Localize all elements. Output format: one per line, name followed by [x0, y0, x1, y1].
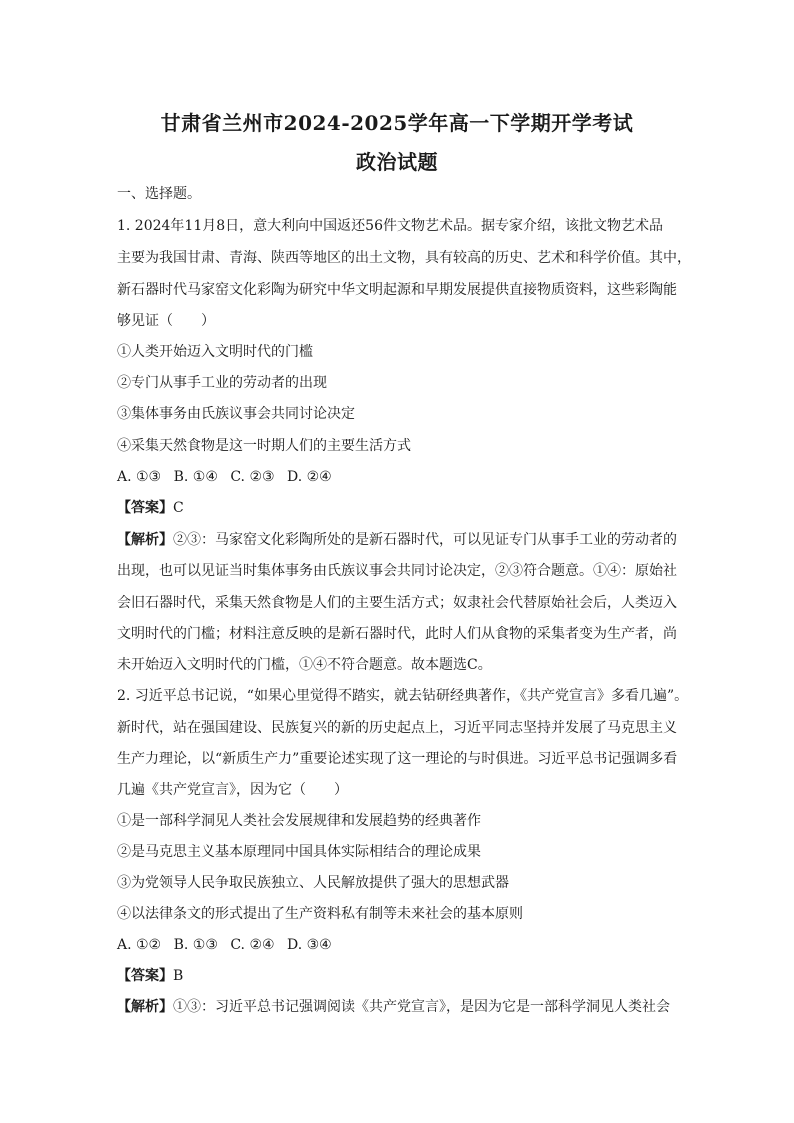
q1-stem-line: 主要为我国甘肃、青海、陕西等地区的出土文物，具有较高的历史、艺术和科学价值。其中， [117, 250, 691, 266]
q2-answer [117, 966, 677, 986]
q1-answer-value: C [173, 500, 184, 516]
q1-analysis-line: 文明时代的门槛；材料注意反映的是新石器时代，此时人们从食物的采集者变为生产者，尚 [117, 626, 677, 642]
q1-choice-a: A. ①③ [117, 469, 162, 485]
q2-stem-line: 几遍《共产党宣言》，因为它（ ） [117, 782, 348, 798]
q1-choice-c: C. ②③ [230, 469, 275, 485]
q2-choice-c: C. ②④ [230, 937, 275, 953]
q2-choice-d: D. ③④ [287, 937, 332, 953]
q1-analysis-tag: 【解析】 [117, 532, 173, 548]
q1-item: ②专门从事手工业的劳动者的出现 [117, 375, 327, 391]
q2-choice-a: A. ①② [117, 937, 162, 953]
q1-analysis-line: 【解析】②③：马家窑文化彩陶所处的是新石器时代，可以见证专门从事手工业的劳动者的 [117, 532, 677, 548]
q2-choice-b: B. ①③ [173, 937, 218, 953]
q2-analysis-tag: 【解析】 [117, 999, 173, 1015]
q1-item: ③集体事务由氏族议事会共同讨论决定 [117, 406, 355, 422]
q1-analysis-line: 未开始迈入文明时代的门槛，①④不符合题意。故本题选C。 [117, 657, 492, 673]
q2-item: ④以法律条文的形式提出了生产资料私有制等未来社会的基本原则 [117, 906, 523, 922]
q2-stem-line: 生产力理论，以“新质生产力”重要论述实现了这一理论的与时俱进。习近平总书记强调多看 [117, 751, 678, 767]
q2-stem-line: 2. 习近平总书记说，“如果心里觉得不踏实，就去钻研经典著作，《共产党宣言》多看几遍”。 [117, 688, 689, 704]
q2-item: ②是马克思主义基本原理同中国具体实际相结合的理论成果 [117, 844, 481, 860]
q1-item: ④采集天然食物是这一时期人们的主要生活方式 [117, 438, 411, 454]
q2-answer-tag: 【答案】 [117, 968, 173, 984]
q1-stem-line: 1. 2024年11月8日，意大利向中国返还56件文物艺术品。据专家介绍，该批文物艺术品 [117, 218, 663, 234]
q2-choices [117, 935, 340, 955]
q1-analysis-line: 会旧石器时代，采集天然食物是人们的主要生活方式；奴隶社会代替原始社会后，人类迈入 [117, 595, 677, 611]
q2-item: ①是一部科学洞见人类社会发展规律和发展趋势的经典著作 [117, 813, 481, 829]
q1-choice-d: D. ②④ [287, 469, 332, 485]
q2-answer-value: B [173, 968, 184, 984]
q1-choices [117, 467, 340, 487]
q2-analysis-line: 【解析】①③：习近平总书记强调阅读《共产党宣言》，是因为它是一部科学洞见人类社会 [117, 999, 670, 1015]
q1-stem-line: 够见证（ ） [117, 313, 215, 329]
q1-answer [117, 498, 677, 518]
q1-answer-tag: 【答案】 [117, 500, 173, 516]
section-heading: 一、选择题。 [117, 186, 201, 202]
document-title: 甘肃省兰州市2024-2025学年高一下学期开学考试 [160, 111, 634, 135]
q1-analysis-line: 出现，也可以见证当时集体事务由氏族议事会共同讨论决定，②③符合题意。①④：原始社 [117, 563, 677, 579]
q2-stem-line: 新时代，站在强国建设、民族复兴的新的历史起点上，习近平同志坚持并发展了马克思主义 [117, 720, 677, 736]
q1-stem-line: 新石器时代马家窑文化彩陶为研究中华文明起源和早期发展提供直接物质资料，这些彩陶能 [117, 282, 677, 298]
document-subtitle: 政治试题 [356, 150, 438, 174]
q1-choice-b: B. ①④ [173, 469, 218, 485]
q1-item: ①人类开始迈入文明时代的门槛 [117, 344, 313, 360]
q2-item: ③为党领导人民争取民族独立、人民解放提供了强大的思想武器 [117, 875, 509, 891]
